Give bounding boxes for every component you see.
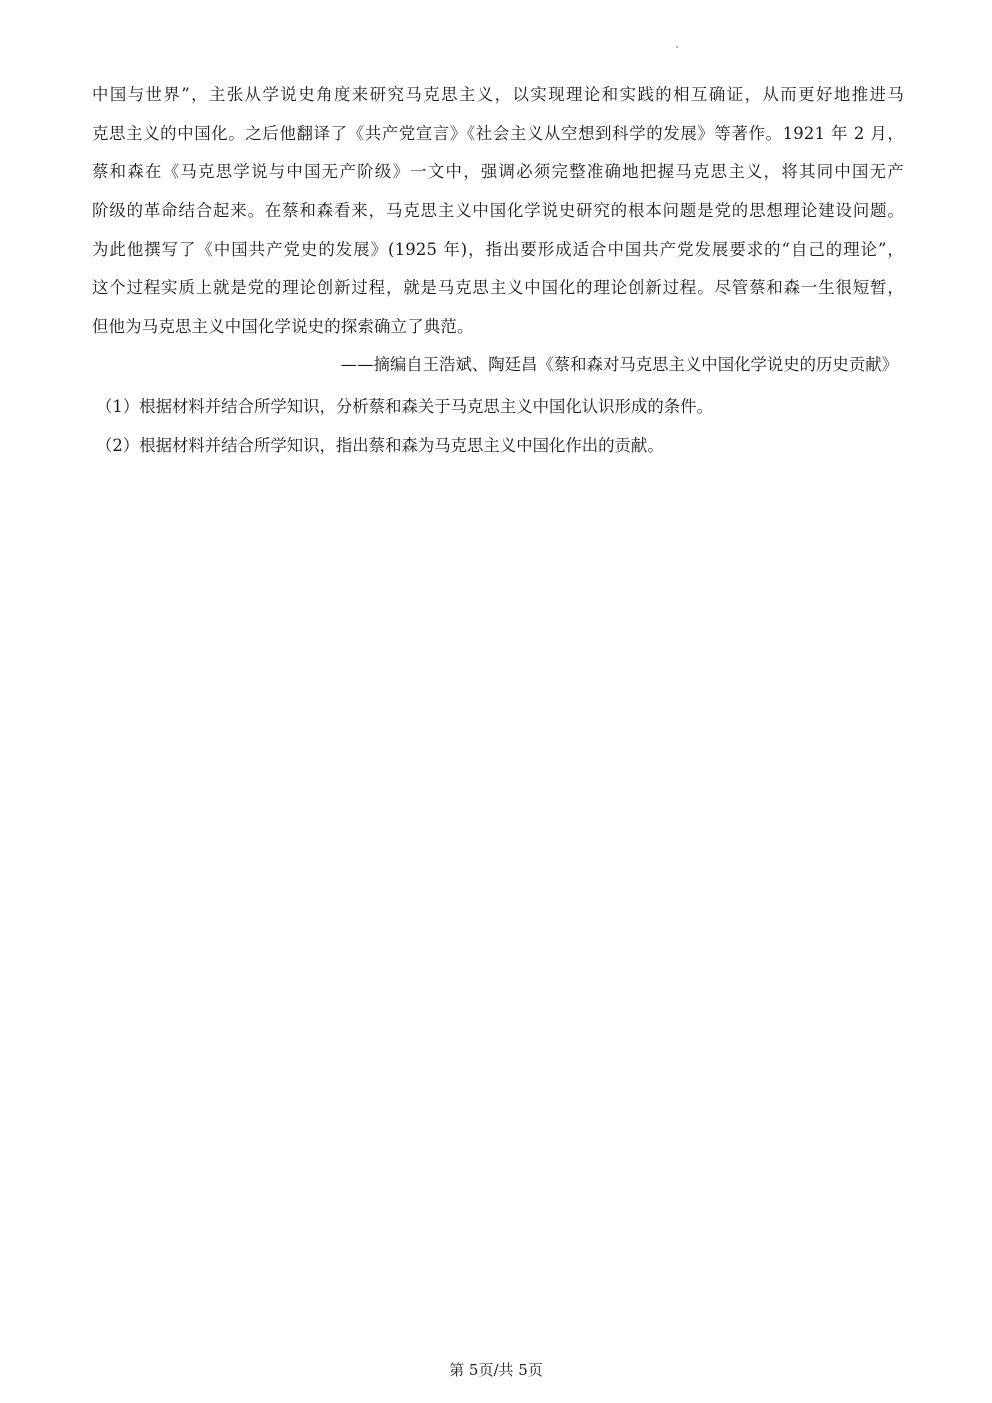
- question-1: （1）根据材料并结合所学知识，分析蔡和森关于马克思主义中国化认识形成的条件。: [96, 397, 713, 416]
- passage-line: 但他为马克思主义中国化学说史的探索确立了典范。: [92, 317, 474, 337]
- passage-line: 蔡和森在《马克思学说与中国无产阶级》一文中，强调必须完整准确地把握马克思主义，将其同中国无产: [92, 162, 904, 182]
- passage-line: 这个过程实质上就是党的理论创新过程，就是马克思主义中国化的理论创新过程。尽管蔡和森一生很短暂，: [92, 278, 904, 298]
- passage-line: 为此他撰写了《中国共产党史的发展》(1925 年)，指出要形成适合中国共产党发展要求的“自己的理论”，: [92, 239, 904, 259]
- passage-line: 克思主义的中国化。之后他翻译了《共产党宣言》《社会主义从空想到科学的发展》等著作。1921 年 2 月，: [92, 123, 904, 143]
- page-number-footer: 第 5页/共 5页: [449, 1361, 543, 1379]
- material-passage: [92, 76, 904, 347]
- passage-line: 中国与世界”，主张从学说史角度来研究马克思主义，以实现理论和实践的相互确证，从而更好地推进马: [92, 85, 904, 104]
- source-citation: ——摘编自王浩斌、陶廷昌《蔡和森对马克思主义中国化学说史的历史贡献》: [340, 355, 898, 374]
- scan-speck: [676, 46, 678, 48]
- question-2: （2）根据材料并结合所学知识，指出蔡和森为马克思主义中国化作出的贡献。: [96, 436, 664, 455]
- passage-line: 阶级的革命结合起来。在蔡和森看来，马克思主义中国化学说史研究的根本问题是党的思想理论建设问题。: [92, 201, 904, 221]
